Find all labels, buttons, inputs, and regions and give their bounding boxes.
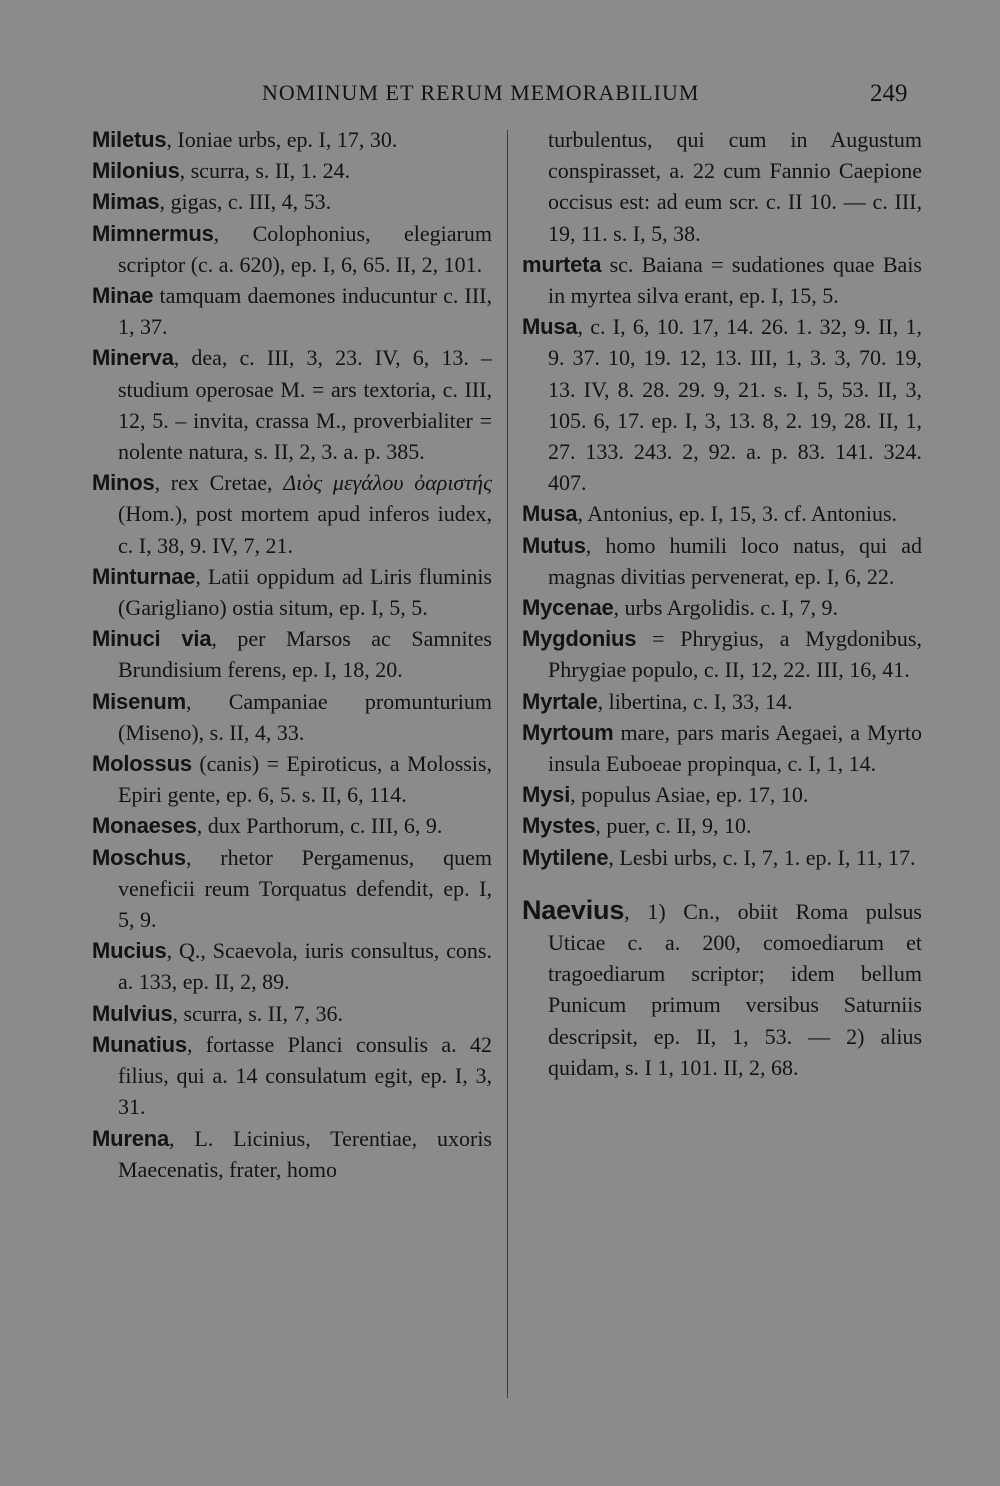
index-entry: [522, 249, 922, 311]
entry-headword: Mycenae: [522, 595, 614, 621]
index-entry: [92, 342, 492, 467]
entry-headword: Mytilene: [522, 844, 609, 870]
entry-headword: Molossus: [92, 751, 192, 777]
entry-text: , Latii oppidum ad Liris fluminis (Garigliano) ostia situm, ep. I, 5, 5.: [118, 563, 492, 621]
entry-text: , dux Parthorum, c. III, 6, 9.: [196, 813, 443, 839]
index-entry: [92, 467, 492, 561]
entry-text: , gigas, c. III, 4, 53.: [159, 189, 332, 215]
page-number: 249: [870, 80, 908, 107]
entry-text: , rhetor Pergamenus, quem veneficii reum Torquatus defendit, ep. I, 5, 9.: [118, 844, 492, 933]
entry-headword: Musa: [522, 501, 578, 527]
entry-headword: Murena: [92, 1125, 170, 1151]
index-entry: [522, 498, 922, 529]
entry-text: , Antonius, ep. I, 15, 3. cf. Antonius.: [577, 501, 898, 527]
index-entry: [92, 748, 492, 810]
index-entry-continuation: [522, 124, 922, 249]
entry-headword: Mulvius: [92, 1000, 173, 1026]
entry-headword: Myrtale: [522, 688, 598, 714]
index-column-right: [522, 124, 922, 1083]
entry-text: , homo humili loco natus, qui ad magnas divitias pervenerat, ep. I, 6, 22.: [548, 532, 922, 589]
entry-headword: Minae: [92, 283, 154, 309]
entry-text: , Q., Scaevola, iuris consultus, cons. a. 133, ep. II, 2, 89.: [118, 938, 492, 995]
index-entry: [92, 155, 492, 186]
entry-headword: Minturnae: [92, 563, 196, 589]
entry-text: , 1) Cn., obiit Roma pulsus Uticae c. a. 200, comoediarum et tragoediarum scriptor; idem bellum Punicum primum versibus Saturniis descripsit, ep. II, 1, 53. — 2) alius quidam, s. I 1, 101. II, 2, 68.: [548, 898, 922, 1080]
entry-headword: Mygdonius: [522, 626, 637, 652]
index-entry: [92, 280, 492, 342]
entry-headword: Mutus: [522, 532, 586, 558]
entry-text: , scurra, s. II, 1. 24.: [179, 158, 351, 184]
entry-text: , fortasse Planci consulis a. 42 filius, qui a. 14 consulatum egit, ep. I, 3, 31.: [118, 1031, 492, 1120]
index-entry: [522, 810, 922, 841]
greek-quotation: Διὸς μεγάλου ὀαριστής: [283, 470, 492, 496]
entry-text: , rex Cretae,: [154, 470, 284, 496]
entry-headword: Minerva: [92, 345, 174, 371]
entry-headword: Naevius: [522, 894, 625, 925]
entry-text: , populus Asiae, ep. 17, 10.: [570, 782, 809, 808]
index-column-left: [92, 124, 492, 1185]
index-entry: [92, 1029, 492, 1123]
entry-headword: Munatius: [92, 1031, 187, 1057]
index-entry: [92, 623, 492, 685]
entry-headword: Mysi: [522, 782, 571, 808]
entry-headword: Mystes: [522, 813, 596, 839]
index-entry: [92, 686, 492, 748]
entry-text: , Ioniae urbs, ep. I, 17, 30.: [166, 127, 398, 152]
entry-headword: Moschus: [92, 844, 186, 870]
entry-text: , dea, c. III, 3, 23. IV, 6, 13. – studium operosae M. = ars textoria, c. III, 12, 5. – invita, crassa M., proverbialiter = nolente natura, s. II, 2, 3. a. p. 385.: [118, 345, 492, 465]
entry-headword: Mimnermus: [92, 220, 214, 246]
index-entry: [522, 623, 922, 685]
index-entry: [92, 124, 492, 155]
index-entry: [522, 717, 922, 779]
index-entry: [522, 311, 922, 498]
index-entry: [522, 686, 922, 717]
entry-text: (canis) = Epiroticus, a Molossis, Epiri gente, ep. 6, 5. s. II, 6, 114.: [118, 751, 492, 808]
index-entry: [522, 592, 922, 623]
entry-text: , urbs Argolidis. c. I, 7, 9.: [613, 595, 839, 621]
running-head: NOMINUM ET RERUM MEMORABILIUM: [262, 80, 700, 105]
entry-text: , Colophonius, elegiarum scriptor (c. a. 620), ep. I, 6, 65. II, 2, 101.: [118, 220, 492, 277]
entry-text: , per Marsos ac Samnites Brundisium ferens, ep. I, 18, 20.: [118, 626, 492, 683]
entry-headword: murteta: [522, 251, 602, 277]
entry-headword: Musa: [522, 314, 578, 340]
entry-text: (Hom.), post mortem apud inferos iudex, c. I, 38, 9. IV, 7, 21.: [118, 501, 492, 558]
index-entry: [92, 1123, 492, 1185]
entry-headword: Mimas: [92, 189, 160, 215]
index-entry: [92, 218, 492, 280]
entry-text: , libertina, c. I, 33, 14.: [597, 688, 793, 714]
index-entry: [92, 935, 492, 997]
index-entry: [522, 779, 922, 810]
entry-headword: Minos: [92, 470, 155, 496]
index-entry: [92, 186, 492, 217]
entry-text: sc. Baiana = sudationes quae Bais in myrtea silva erant, ep. I, 15, 5.: [548, 251, 922, 309]
index-entry: [92, 998, 492, 1029]
index-entry: [522, 530, 922, 592]
index-entry: [92, 842, 492, 936]
entry-text: , L. Licinius, Terentiae, uxoris Maecenatis, frater, homo: [118, 1125, 492, 1182]
entry-text: , scurra, s. II, 7, 36.: [172, 1000, 343, 1026]
column-divider: [507, 130, 508, 1398]
entry-text: turbulentus, qui cum in Augustum conspirasset, a. 22 cum Fannio Caepione occisus est: ad eum scr. c. II 10. — c. III, 19, 11. s. I, 5, 38.: [548, 127, 922, 246]
entry-headword: Miletus: [92, 127, 167, 152]
entry-text: , Campaniae promunturium (Miseno), s. II, 4, 33.: [118, 688, 492, 745]
entry-text: tamquam daemones inducuntur c. III, 1, 37.: [118, 283, 492, 340]
entry-headword: Mucius: [92, 938, 167, 964]
index-entry: [92, 810, 492, 841]
entry-text: , puer, c. II, 9, 10.: [595, 813, 752, 839]
entry-text: , c. I, 6, 10. 17, 14. 26. 1. 32, 9. II, 1, 9. 37. 10, 19. 12, 13. III, 1, 3. 3, 70. 19, 13. IV, 8. 28. 29. 9, 21. s. I, 5, 53. II, 3, 105. 6, 17. ep. I, 3, 13. 8, 2. 19, 28. II, 1, 27. 133. 243. 2, 92. a. p. 83. 141. 324. 407.: [548, 314, 922, 496]
entry-headword: Myrtoum: [522, 719, 614, 745]
entry-headword: Misenum: [92, 688, 186, 714]
entry-headword: Minuci via: [92, 626, 212, 652]
entry-text: = Phrygius, a Mygdonibus, Phrygiae populo, c. II, 12, 22. III, 16, 41.: [548, 626, 922, 683]
index-entry: [522, 842, 922, 873]
entry-headword: Monaeses: [92, 813, 197, 839]
entry-text: , Lesbi urbs, c. I, 7, 1. ep. I, 11, 17.: [608, 844, 916, 870]
index-entry: [92, 561, 492, 623]
entry-headword: Milonius: [92, 158, 180, 184]
index-entry: [522, 895, 922, 1083]
entry-text: mare, pars maris Aegaei, a Myrto insula Euboeae propinqua, c. I, 1, 14.: [548, 719, 922, 777]
